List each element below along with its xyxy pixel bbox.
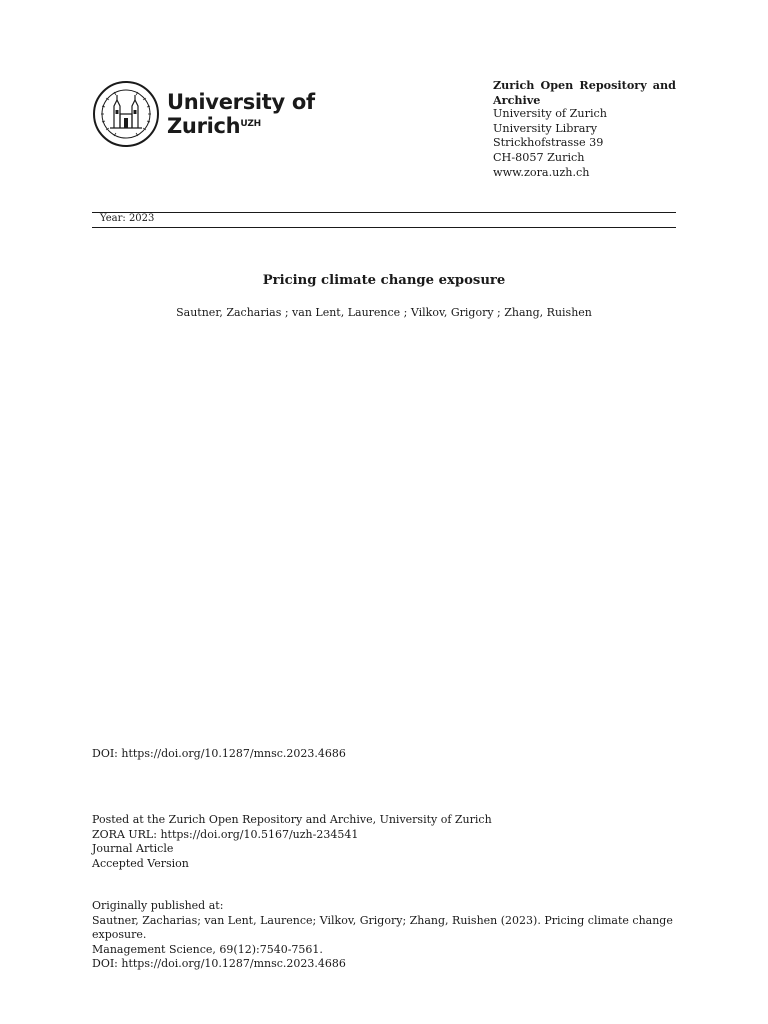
repository-name: Zurich Open Repository and Archive <box>493 78 676 107</box>
uzh-logo <box>92 80 317 150</box>
university-seal-icon <box>92 80 160 148</box>
year-label: Year: 2023 <box>100 213 155 224</box>
doi-link[interactable]: DOI: https://doi.org/10.1287/mnsc.2023.4686 <box>92 747 346 760</box>
citation-doi-link[interactable]: DOI: https://doi.org/10.1287/mnsc.2023.4686 <box>92 957 346 970</box>
posting-line: Accepted Version <box>92 856 189 870</box>
address-line: University of Zurich <box>493 107 607 121</box>
citation-line: Management Science, 69(12):7540-7561. <box>92 942 323 956</box>
repository-address-block <box>493 78 676 180</box>
logo-line-1: University of <box>167 90 315 114</box>
original-heading: Originally published at: <box>92 899 224 912</box>
bottom-divider <box>92 227 676 228</box>
address-line: CH-8057 Zurich <box>493 150 585 164</box>
posting-info <box>92 813 492 871</box>
posting-line: Posted at the Zurich Open Repository and Archive, University of Zurich <box>92 813 492 826</box>
article-authors: Sautner, Zacharias ; van Lent, Laurence ; Vilkov, Grigory ; Zhang, Ruishen <box>176 306 592 319</box>
address-line: University Library <box>493 121 598 135</box>
logo-line-2: Zurich$^{UZH}$ <box>167 114 261 138</box>
article-title: Pricing climate change exposure <box>262 273 506 288</box>
repository-url[interactable]: www.zora.uzh.ch <box>493 165 590 179</box>
address-line: Strickhofstrasse 39 <box>493 136 604 150</box>
posting-line: Journal Article <box>92 842 174 855</box>
citation-line: Sautner, Zacharias; van Lent, Laurence; Vilkov, Grigory; Zhang, Ruishen (2023). Pricing climate change exposure. <box>92 913 673 941</box>
zora-url-link[interactable]: ZORA URL: https://doi.org/10.5167/uzh-234541 <box>92 827 359 841</box>
logo-suffix: UZH <box>240 119 261 129</box>
original-publication <box>92 899 682 972</box>
university-name <box>167 90 315 138</box>
top-divider <box>92 212 676 213</box>
